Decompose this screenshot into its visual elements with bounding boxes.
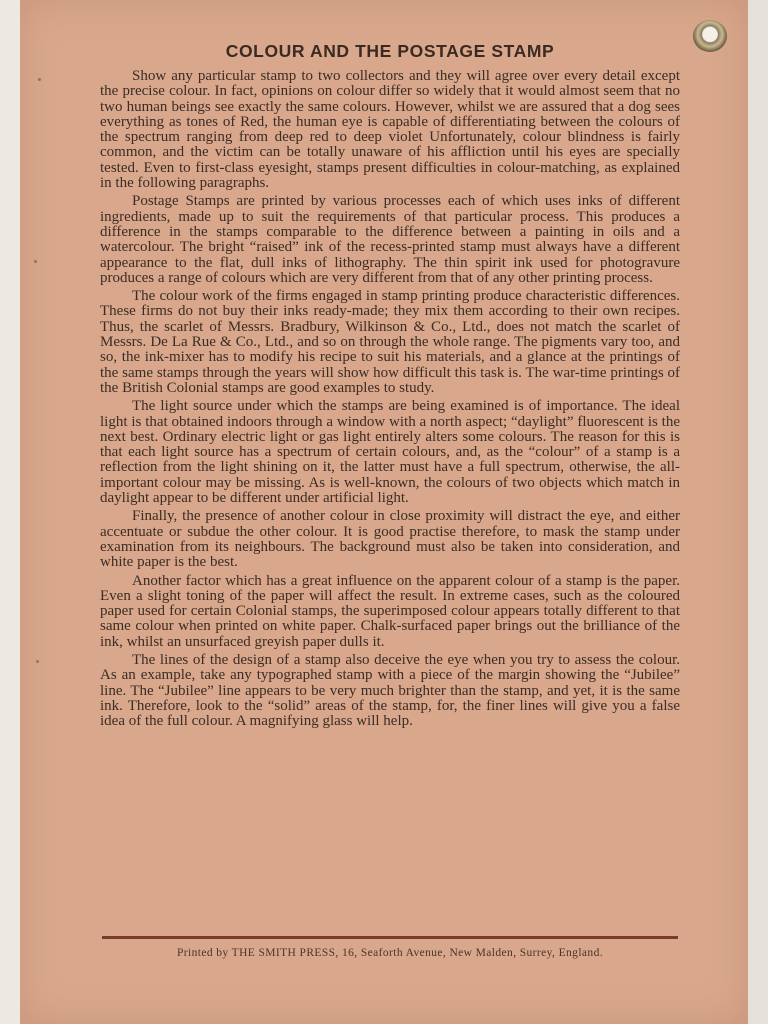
- paragraph-6: Another factor which has a great influence on the apparent colour of a stamp is the paper. Even a slight toning of the paper will affect the result. In extreme cases, such as the coloured paper used for certain Colonial stamps, the superimposed colour appears totally different to that same colour when printed on white paper. Chalk-surfaced paper brings out the brilliance of the ink, whilst an unsurfaced greyish paper dulls it.: [100, 572, 680, 650]
- paragraph-3: The colour work of the firms engaged in stamp printing produce characteristic differences. These firms do not buy their inks ready-made; they mix them according to their own recipes. Thus, the scarlet of Messrs. Bradbury, Wilkinson & Co., Ltd., does not match the scarlet of Messrs. De La Rue & Co., Ltd., and so on through the whole range. The pigments vary too, and so, the ink-mixer has to modify his recipe to suit his materials, and a glance at the printings of the same stamps through the years will show how difficult this task is. The war-time printings of the British Colonial stamps are good examples to study.: [100, 288, 680, 396]
- page-title: COLOUR AND THE POSTAGE STAMP: [225, 41, 555, 61]
- footer-divider: [102, 936, 678, 939]
- metal-eyelet-icon: [693, 20, 727, 52]
- background-right: [748, 0, 768, 1024]
- paragraph-5: Finally, the presence of another colour in close proximity will distract the eye, and either accentuate or subdue the other colour. It is good practise therefore, to mask the stamp under examination from its neighbours. The background must also be taken into consideration, and white paper is the best.: [100, 508, 680, 571]
- paragraph-7: The lines of the design of a stamp also deceive the eye when you try to assess the colour. As an example, take any typographed stamp with a piece of the margin showing the “Jubilee” line. The “Jubilee” line appears to be very much brighter than the stamp, and yet, it is the same ink. Therefore, look to the “solid” areas of the stamp, for, the finer lines will give you a false idea of the full colour. A magnifying glass will help.: [100, 651, 680, 730]
- paper-speck: [38, 78, 41, 81]
- paragraph-4: The light source under which the stamps are being examined is of importance. The ideal light is that obtained indoors through a window with a north aspect; “daylight” fluorescent is the next best. Ordinary electric light or gas light entirely alters some colours. The reason for this is that each light source has a spectrum of certain colours, and, as the “colour” of a stamp is a reflection from the light shining on it, the latter must have a full spectrum, otherwise, the all-important colour may be missing. As is well-known, the colours of two objects which match in daylight appear to be different under artificial light.: [100, 398, 680, 507]
- paper-speck: [36, 660, 39, 663]
- paragraph-2: Postage Stamps are printed by various processes each of which uses inks of different ingredients, made up to suit the requirements of that particular process. This produces a difference in the stamps comparable to the difference between a painting in oils and a watercolour. The bright “raised” ink of the recess-printed stamp must always have a different appearance to the flat, dull inks of lithography. The thin spirit ink used for photogravure produces a range of colours which are very different from that of any other printing process.: [100, 193, 680, 286]
- paragraph-1: Show any particular stamp to two collectors and they will agree over every detail except the precise colour. In fact, opinions on colour differ so widely that it would almost seem that no two human beings see exactly the same colours. However, whilst we are assured that a dog sees everything as tones of Red, the human eye is capable of differentiating between the colours of the spectrum ranging from deep red to deep violet Unfortunately, colour blindness is fairly common, and the victim can be totally unaware of his affliction until his eyes are specially tested. Even to first-class eyesight, stamps present difficulties in colour-matching, as explained in the following paragraphs.: [100, 68, 680, 192]
- printer-imprint: Printed by THE SMITH PRESS, 16, Seaforth Avenue, New Malden, Surrey, England.: [176, 947, 604, 959]
- article-body: [100, 69, 680, 732]
- paper-speck: [34, 260, 37, 263]
- background-left: [0, 0, 20, 1024]
